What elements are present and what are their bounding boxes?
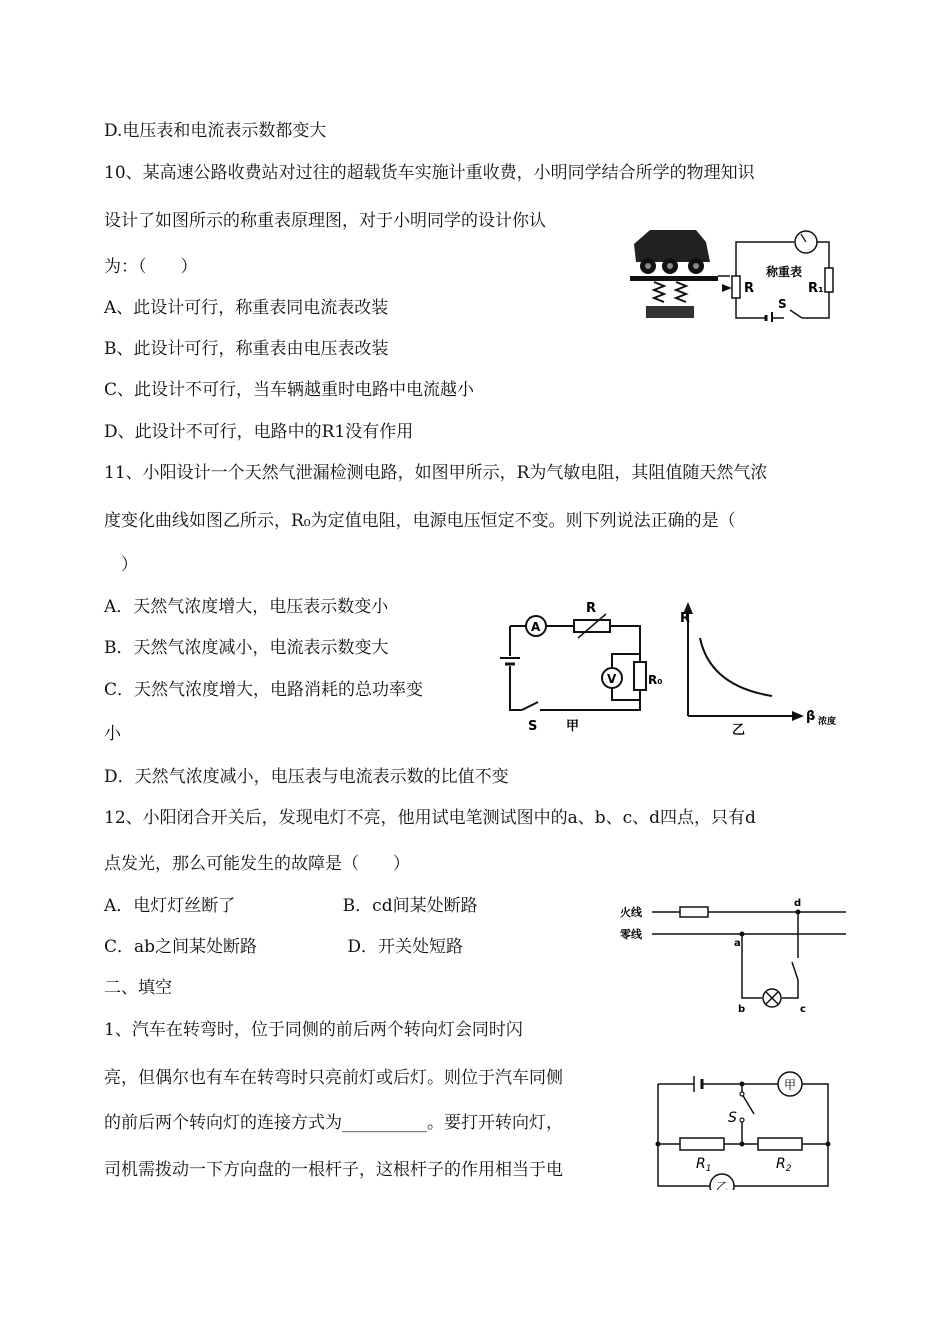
figure-caption-jia: 甲	[566, 719, 580, 734]
text-line: D．天然气浓度减小，电压表与电流表示数的比值不变	[104, 767, 509, 787]
r1-label: $R_1$	[696, 1156, 712, 1174]
text-line: A、此设计可行，称重表同电流表改装	[104, 298, 389, 318]
r-label: R	[586, 601, 597, 616]
ammeter-label: A	[531, 620, 541, 634]
text-line: 10、某高速公路收费站对过往的超载货车实施计重收费，小明同学结合所学的物理知识	[104, 163, 755, 183]
voltmeter-label: V	[607, 672, 617, 686]
figure-caption-yi: 乙	[732, 723, 746, 736]
text-line: 小	[104, 724, 121, 744]
text-line: B、此设计可行，称重表由电压表改装	[104, 339, 389, 359]
meter-yi-label: 乙	[716, 1180, 729, 1190]
base	[646, 306, 694, 318]
spring-icon	[654, 282, 664, 302]
meter-jia-label: 甲	[784, 1078, 797, 1092]
r1-r2-circuit-figure	[654, 1070, 834, 1190]
live-label: 火线	[620, 906, 642, 919]
switch-icon	[742, 1094, 754, 1114]
r2-label: $R_2$	[776, 1156, 792, 1174]
point-d: d	[794, 898, 802, 909]
text-line: B．天然气浓度减小，电流表示数变大	[104, 638, 389, 658]
gas-circuit-figure	[494, 598, 674, 736]
resistor-r0	[634, 662, 646, 690]
text-line: 为：（ ）	[104, 257, 198, 277]
text-line: 司机需拨动一下方向盘的一根杆子，这根杆子的作用相当于电	[104, 1160, 563, 1180]
household-wiring-figure	[616, 894, 852, 1016]
fuse-icon	[680, 907, 708, 917]
text-line: 1、汽车在转弯时，位于同侧的前后两个转向灯会同时闪	[104, 1020, 523, 1040]
s-label: S	[528, 719, 538, 734]
text-line: 点发光，那么可能发生的故障是（ ）	[104, 854, 410, 874]
text-line: D.电压表和电流表示数都变大	[104, 121, 327, 141]
neutral-label: 零线	[620, 928, 642, 941]
text-line: ）	[104, 555, 138, 575]
text-line: A．天然气浓度增大，电压表示数变小	[104, 597, 389, 617]
platform	[630, 276, 718, 281]
text-line: D、此设计不可行，电路中的R1没有作用	[104, 422, 414, 442]
weighing-circuit-figure	[626, 222, 838, 322]
truck-icon	[634, 230, 710, 274]
r0-label: R₀	[648, 673, 663, 687]
text-line: 12、小阳闭合开关后，发现电灯不亮，他用试电笔测试图中的a、b、c、d四点，只有d	[104, 808, 756, 828]
s-label: S	[728, 1110, 737, 1126]
text-line: 设计了如图所示的称重表原理图，对于小明同学的设计你认	[104, 211, 546, 231]
y-label: R	[680, 611, 691, 626]
text-line: C．ab之间某处断路 D．开关处短路	[104, 937, 464, 957]
r-label: R	[744, 281, 755, 296]
text-line: 的前后两个转向灯的连接方式为__________。要打开转向灯，	[104, 1113, 563, 1133]
point-a: a	[734, 938, 741, 949]
x-label-sub: 浓度	[818, 717, 837, 727]
r1-label: R₁	[808, 281, 824, 296]
text-line: A．电灯灯丝断了 B．cd间某处断路	[104, 896, 478, 916]
switch-icon	[790, 310, 802, 318]
meter-label: 称重表	[766, 265, 803, 279]
resistance-curve	[700, 638, 772, 696]
resistor-r1	[680, 1138, 724, 1150]
s-label: S	[778, 297, 787, 311]
resistor-r2	[758, 1138, 802, 1150]
point-c: c	[800, 1004, 806, 1015]
switch-icon	[792, 962, 798, 980]
resistance-curve-figure	[676, 600, 848, 736]
x-label: β	[806, 709, 816, 724]
text-line: 11、小阳设计一个天然气泄漏检测电路，如图甲所示，R为气敏电阻，其阻值随天然气浓	[104, 463, 768, 483]
text-line: C．天然气浓度增大，电路消耗的总功率变	[104, 680, 424, 700]
point-b: b	[738, 1004, 746, 1015]
resistor-r1	[825, 268, 833, 292]
text-line: 度变化曲线如图乙所示，R₀为定值电阻，电源电压恒定不变。则下列说法正确的是（	[104, 511, 736, 531]
text-line: 二、填空	[104, 978, 172, 998]
text-line: C、此设计不可行，当车辆越重时电路中电流越小	[104, 380, 475, 400]
switch-icon	[522, 702, 538, 710]
text-line: 亮，但偶尔也有车在转弯时只亮前灯或后灯。则位于汽车同侧	[104, 1068, 563, 1088]
rheostat-r	[732, 276, 740, 298]
